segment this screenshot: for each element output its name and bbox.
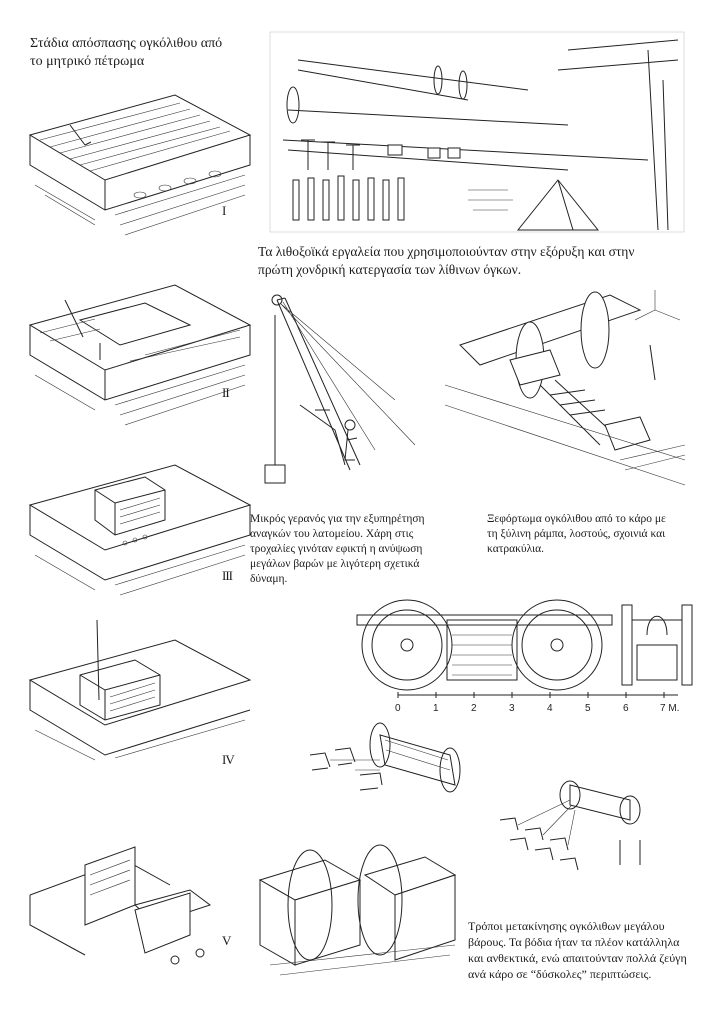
scale-tick-6: 6 xyxy=(623,703,629,714)
scale-tick-5: 5 xyxy=(585,703,591,714)
stage-2-drawing xyxy=(25,285,255,435)
stages-title-line1: Στάδια απόσπασης ογκόλιθου από xyxy=(30,36,223,51)
stone-wheels-drawing xyxy=(255,835,465,985)
stage-label-2: II xyxy=(222,385,229,400)
scale-bar xyxy=(388,690,688,714)
scale-tick-7: 7 Μ. xyxy=(660,703,680,714)
stage-label-3: III xyxy=(222,568,232,583)
stages-title xyxy=(30,35,222,71)
scale-tick-3: 3 xyxy=(509,703,515,714)
crane-caption-line: μεγάλων βαρών με λιγότερη σχετικά xyxy=(250,558,420,570)
tools-caption xyxy=(258,243,634,279)
transport-caption-line: βάρους. Τα βόδια ήταν τα πλέον κατάλληλα xyxy=(468,935,680,949)
crane-caption-line: Μικρός γερανός για την εξυπηρέτηση xyxy=(250,513,425,525)
unloading-caption-line: κατρακύλια. xyxy=(487,543,545,555)
stages-title-line2: το μητρικό πέτρωμα xyxy=(30,54,145,69)
stage-label-1: I xyxy=(222,203,226,218)
transport-caption-line: και ανθεκτικά, ενώ απαιτούνταν πολλά ζεύγη xyxy=(468,951,687,965)
scale-tick-4: 4 xyxy=(547,703,553,714)
crane-drawing xyxy=(255,290,435,500)
unloading-caption-line: τη ξύλινη ράμπα, λοστούς, σχοινιά και xyxy=(487,528,666,540)
tools-caption-line1: Τα λιθοξοϊκά εργαλεία που χρησιμοποιούνταν στην εξόρυξη και στην xyxy=(258,244,635,259)
unloading-caption-line: Ξεφόρτωμα ογκόλιθου από το κάρο με xyxy=(487,513,666,525)
stage-label-4: IV xyxy=(222,752,234,767)
stage-1-drawing xyxy=(25,95,255,245)
crane-caption-line: αναγκών του λατομείου. Χάρη στις xyxy=(250,528,414,540)
oxen-wagon-drawing-1 xyxy=(300,715,490,825)
tools-caption-line2: πρώτη χονδρική κατεργασία των λίθινων όγκων. xyxy=(258,262,522,277)
crane-caption xyxy=(250,512,425,587)
stage-3-drawing xyxy=(25,465,255,615)
wagon-elevation-drawing xyxy=(352,595,722,695)
oxen-wagon-drawing-2 xyxy=(480,770,680,880)
transport-caption-line: ανά κάρο σε “δύσκολες” περιπτώσεις. xyxy=(468,967,652,981)
transport-caption-line: Τρόποι μετακίνησης ογκόλιθων μεγάλου xyxy=(468,919,665,933)
stage-5-drawing xyxy=(25,835,255,985)
stage-label-5: V xyxy=(222,933,231,948)
scale-tick-1: 1 xyxy=(433,703,439,714)
crane-caption-line: τροχαλίες γινόταν εφικτή η ανύψωση xyxy=(250,543,423,555)
tools-drawing xyxy=(268,30,688,240)
scale-tick-0: 0 xyxy=(395,703,401,714)
unloading-drawing xyxy=(440,285,690,495)
scale-tick-2: 2 xyxy=(471,703,477,714)
transport-caption xyxy=(468,918,687,982)
unloading-caption xyxy=(487,512,666,557)
stage-4-drawing xyxy=(25,620,255,770)
crane-caption-line: δύναμη. xyxy=(250,573,288,585)
